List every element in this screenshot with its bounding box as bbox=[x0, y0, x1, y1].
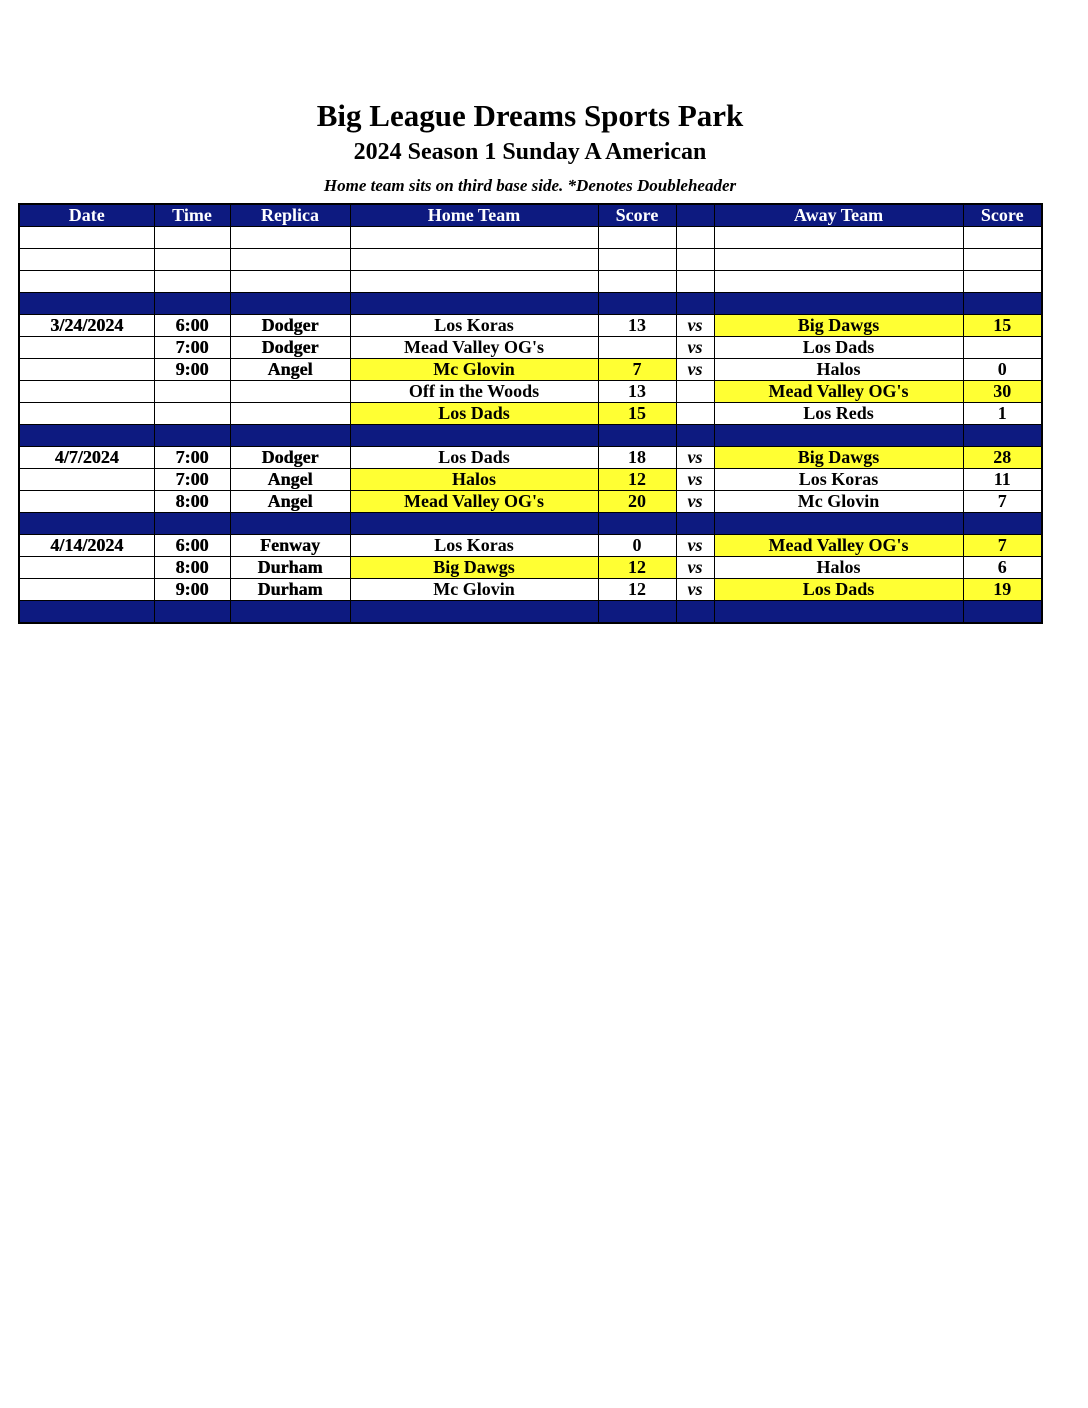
away-score-cell: 6 bbox=[963, 557, 1042, 579]
blank-row bbox=[19, 249, 1042, 271]
time-cell: 6:00 bbox=[154, 535, 230, 557]
time-cell: 7:00 bbox=[154, 447, 230, 469]
away-team-cell: Halos bbox=[714, 557, 963, 579]
replica-cell: Angel bbox=[230, 359, 350, 381]
time-cell: 7:00 bbox=[154, 469, 230, 491]
home-team-cell: Off in the Woods bbox=[350, 381, 598, 403]
game-row bbox=[19, 535, 1042, 557]
away-score-cell: 30 bbox=[963, 381, 1042, 403]
home-score-cell: 13 bbox=[598, 381, 676, 403]
home-score-cell: 12 bbox=[598, 579, 676, 601]
game-row bbox=[19, 315, 1042, 337]
blank-row bbox=[19, 227, 1042, 249]
game-row bbox=[19, 557, 1042, 579]
vs-cell bbox=[676, 403, 714, 425]
away-score-cell: 28 bbox=[963, 447, 1042, 469]
date-cell: 4/14/2024 bbox=[19, 535, 154, 557]
game-row bbox=[19, 403, 1042, 425]
schedule-body bbox=[19, 227, 1042, 624]
schedule-table bbox=[18, 203, 1043, 624]
away-team-cell: Los Dads bbox=[714, 579, 963, 601]
time-cell bbox=[154, 403, 230, 425]
home-score-cell: 12 bbox=[598, 557, 676, 579]
separator-row bbox=[19, 425, 1042, 447]
vs-cell: vs bbox=[676, 359, 714, 381]
away-score-cell: 11 bbox=[963, 469, 1042, 491]
date-cell bbox=[19, 491, 154, 513]
vs-cell: vs bbox=[676, 469, 714, 491]
page-subtitle: 2024 Season 1 Sunday A American bbox=[353, 139, 707, 165]
away-team-cell: Mead Valley OG's bbox=[714, 535, 963, 557]
game-row bbox=[19, 491, 1042, 513]
home-team-cell: Mc Glovin bbox=[350, 579, 598, 601]
date-cell: 3/24/2024 bbox=[19, 315, 154, 337]
away-score-cell: 19 bbox=[963, 579, 1042, 601]
away-score-cell: 7 bbox=[963, 535, 1042, 557]
home-score-cell: 13 bbox=[598, 315, 676, 337]
header-away-score: Score bbox=[963, 204, 1042, 227]
vs-cell: vs bbox=[676, 535, 714, 557]
away-score-cell: 15 bbox=[963, 315, 1042, 337]
time-cell bbox=[154, 381, 230, 403]
date-cell bbox=[19, 381, 154, 403]
away-team-cell: Big Dawgs bbox=[714, 315, 963, 337]
replica-cell: Durham bbox=[230, 557, 350, 579]
header-row bbox=[19, 204, 1042, 227]
replica-cell: Dodger bbox=[230, 447, 350, 469]
home-team-cell: Mead Valley OG's bbox=[350, 491, 598, 513]
away-score-cell: 7 bbox=[963, 491, 1042, 513]
time-cell: 9:00 bbox=[154, 359, 230, 381]
home-score-cell: 12 bbox=[598, 469, 676, 491]
vs-cell: vs bbox=[676, 579, 714, 601]
away-team-cell: Los Reds bbox=[714, 403, 963, 425]
blank-row bbox=[19, 271, 1042, 293]
game-row bbox=[19, 447, 1042, 469]
game-row bbox=[19, 469, 1042, 491]
date-cell bbox=[19, 557, 154, 579]
date-cell bbox=[19, 337, 154, 359]
replica-cell: Angel bbox=[230, 491, 350, 513]
time-cell: 7:00 bbox=[154, 337, 230, 359]
time-cell: 8:00 bbox=[154, 557, 230, 579]
vs-cell: vs bbox=[676, 337, 714, 359]
game-row bbox=[19, 337, 1042, 359]
replica-cell: Dodger bbox=[230, 315, 350, 337]
replica-cell bbox=[230, 403, 350, 425]
home-team-cell: Los Dads bbox=[350, 403, 598, 425]
page-title: Big League Dreams Sports Park bbox=[316, 98, 744, 133]
header-time: Time bbox=[154, 204, 230, 227]
header-vs bbox=[676, 204, 714, 227]
away-score-cell bbox=[963, 337, 1042, 359]
home-team-cell: Big Dawgs bbox=[350, 557, 598, 579]
time-cell: 6:00 bbox=[154, 315, 230, 337]
away-team-cell: Mead Valley OG's bbox=[714, 381, 963, 403]
time-cell: 9:00 bbox=[154, 579, 230, 601]
home-team-cell: Mead Valley OG's bbox=[350, 337, 598, 359]
header-away-team: Away Team bbox=[714, 204, 963, 227]
away-team-cell: Los Koras bbox=[714, 469, 963, 491]
header-home-team: Home Team bbox=[350, 204, 598, 227]
game-row bbox=[19, 359, 1042, 381]
separator-row bbox=[19, 513, 1042, 535]
replica-cell: Angel bbox=[230, 469, 350, 491]
replica-cell: Dodger bbox=[230, 337, 350, 359]
header-home-score: Score bbox=[598, 204, 676, 227]
vs-cell: vs bbox=[676, 491, 714, 513]
home-score-cell: 0 bbox=[598, 535, 676, 557]
header-date: Date bbox=[19, 204, 154, 227]
home-score-cell: 7 bbox=[598, 359, 676, 381]
date-cell: 4/7/2024 bbox=[19, 447, 154, 469]
home-score-cell: 15 bbox=[598, 403, 676, 425]
separator-row bbox=[19, 601, 1042, 624]
date-cell bbox=[19, 469, 154, 491]
game-row bbox=[19, 579, 1042, 601]
separator-row bbox=[19, 293, 1042, 315]
home-score-cell: 18 bbox=[598, 447, 676, 469]
time-cell: 8:00 bbox=[154, 491, 230, 513]
home-score-cell bbox=[598, 337, 676, 359]
home-team-cell: Mc Glovin bbox=[350, 359, 598, 381]
vs-cell bbox=[676, 381, 714, 403]
schedule-note: Home team sits on third base side. *Denotes Doubleheader bbox=[323, 176, 737, 195]
away-team-cell: Los Dads bbox=[714, 337, 963, 359]
home-team-cell: Halos bbox=[350, 469, 598, 491]
home-team-cell: Los Koras bbox=[350, 535, 598, 557]
vs-cell: vs bbox=[676, 557, 714, 579]
away-team-cell: Big Dawgs bbox=[714, 447, 963, 469]
game-row bbox=[19, 381, 1042, 403]
date-cell bbox=[19, 579, 154, 601]
replica-cell: Durham bbox=[230, 579, 350, 601]
vs-cell: vs bbox=[676, 315, 714, 337]
date-cell bbox=[19, 403, 154, 425]
away-team-cell: Mc Glovin bbox=[714, 491, 963, 513]
replica-cell: Fenway bbox=[230, 535, 350, 557]
home-team-cell: Los Koras bbox=[350, 315, 598, 337]
header-replica: Replica bbox=[230, 204, 350, 227]
away-score-cell: 0 bbox=[963, 359, 1042, 381]
home-score-cell: 20 bbox=[598, 491, 676, 513]
replica-cell bbox=[230, 381, 350, 403]
home-team-cell: Los Dads bbox=[350, 447, 598, 469]
away-team-cell: Halos bbox=[714, 359, 963, 381]
vs-cell: vs bbox=[676, 447, 714, 469]
away-score-cell: 1 bbox=[963, 403, 1042, 425]
date-cell bbox=[19, 359, 154, 381]
